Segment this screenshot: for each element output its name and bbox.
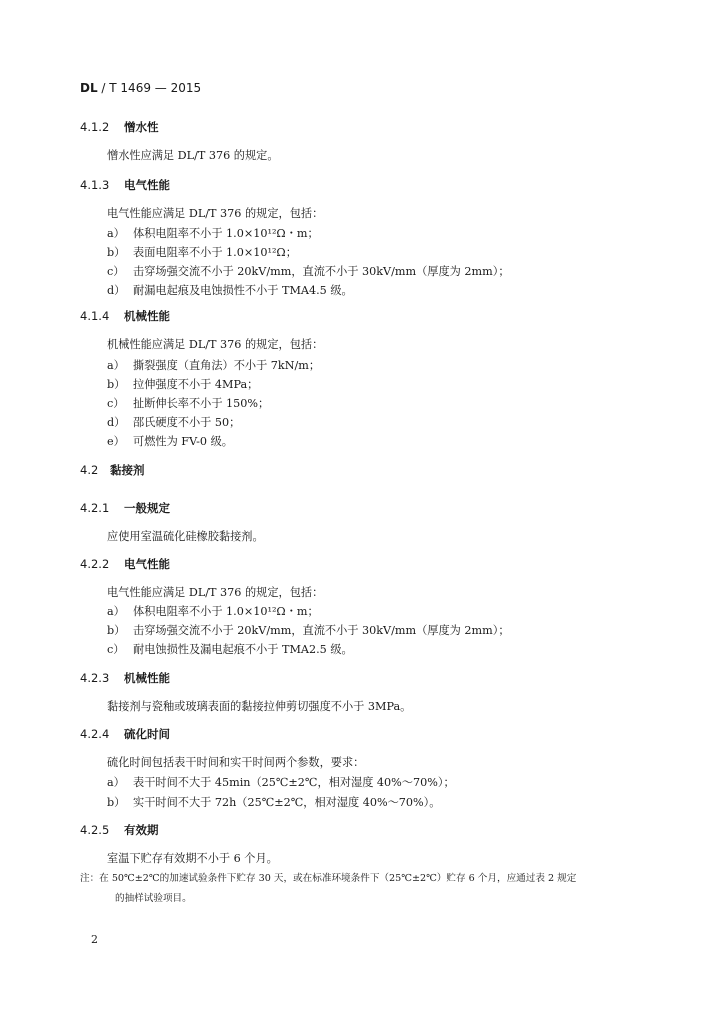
paragraph: 应使用室温硫化硅橡胶黏接剂。	[107, 530, 264, 543]
section-number: 4.2.5	[80, 823, 110, 837]
list-text: 邵氏硬度不小于 50；	[133, 416, 241, 429]
section-title: 有效期	[124, 823, 159, 837]
list-marker: b）	[107, 378, 126, 391]
list-marker: b）	[107, 624, 126, 637]
list-text: 耐漏电起痕及电蚀损性不小于 TMA4.5 级。	[133, 284, 353, 297]
section-number: 4.1.3	[80, 178, 110, 192]
list-item	[107, 357, 320, 373]
list-marker: b）	[107, 796, 126, 809]
list-item	[107, 794, 440, 810]
section-heading-4-2-2	[80, 556, 170, 572]
list-text: 击穿场强交流不小于 20kV/mm，直流不小于 30kV/mm（厚度为 2mm）；	[133, 624, 510, 637]
section-number: 4.2.1	[80, 501, 110, 515]
list-marker: a）	[107, 227, 125, 240]
header-code-rest: / T 1469 — 2015	[97, 81, 202, 95]
section-heading-4-2-4	[80, 726, 170, 742]
header-code-bold: DL	[80, 81, 98, 95]
section-number: 4.1.2	[80, 120, 110, 134]
list-item	[107, 225, 319, 241]
list-text: 拉伸强度不小于 4MPa；	[133, 378, 259, 391]
note-line: 注：在 50℃±2℃的加速试验条件下贮存 30 天，或在标准环境条件下（25℃±2℃）贮存 6 个月，应通过表 2 规定	[80, 873, 577, 884]
section-number: 4.2.4	[80, 727, 110, 741]
list-item	[107, 244, 297, 260]
list-marker: c）	[107, 643, 125, 656]
list-item	[107, 641, 353, 657]
list-item	[107, 263, 510, 279]
section-title: 硫化时间	[124, 727, 170, 741]
list-text: 体积电阻率不小于 1.0×10¹²Ω・m；	[133, 605, 319, 618]
list-marker: b）	[107, 246, 126, 259]
paragraph: 憎水性应满足 DL/T 376 的规定。	[107, 149, 279, 162]
list-marker: d）	[107, 284, 126, 297]
list-text: 表面电阻率不小于 1.0×10¹²Ω；	[133, 246, 297, 259]
section-heading-4-2-5	[80, 822, 159, 838]
paragraph: 机械性能应满足 DL/T 376 的规定，包括：	[107, 338, 324, 351]
section-heading-4-1-2	[80, 119, 159, 135]
section-heading-4-1-3	[80, 177, 170, 193]
section-title: 电气性能	[124, 178, 170, 192]
list-marker: a）	[107, 605, 125, 618]
section-title: 黏接剂	[110, 463, 145, 477]
list-marker: d）	[107, 416, 126, 429]
paragraph: 室温下贮存有效期不小于 6 个月。	[107, 852, 278, 865]
paragraph: 黏接剂与瓷釉或玻璃表面的黏接拉伸剪切强度不小于 3MPa。	[107, 700, 412, 713]
list-marker: c）	[107, 265, 125, 278]
section-number: 4.2	[80, 463, 99, 477]
section-number: 4.2.2	[80, 557, 110, 571]
list-text: 击穿场强交流不小于 20kV/mm，直流不小于 30kV/mm（厚度为 2mm）；	[133, 265, 510, 278]
section-heading-4-1-4	[80, 308, 170, 324]
list-text: 实干时间不大于 72h（25℃±2℃，相对湿度 40%～70%）。	[133, 796, 441, 809]
document-header	[80, 81, 201, 95]
list-text: 可燃性为 FV-0 级。	[133, 435, 233, 448]
list-text: 耐电蚀损性及漏电起痕不小于 TMA2.5 级。	[133, 643, 353, 656]
paragraph: 电气性能应满足 DL/T 376 的规定，包括：	[107, 207, 324, 220]
list-text: 扯断伸长率不小于 150%；	[133, 397, 270, 410]
list-item	[107, 376, 258, 392]
section-number: 4.1.4	[80, 309, 110, 323]
section-title: 电气性能	[124, 557, 170, 571]
list-marker: a）	[107, 359, 125, 372]
section-heading-4-2-3	[80, 670, 170, 686]
paragraph: 硫化时间包括表干时间和实干时间两个参数，要求：	[107, 756, 365, 769]
list-text: 表干时间不大于 45min（25℃±2℃，相对湿度 40%～70%）；	[133, 776, 455, 789]
list-item	[107, 433, 233, 449]
section-title: 机械性能	[124, 671, 170, 685]
section-title: 憎水性	[124, 120, 159, 134]
paragraph: 电气性能应满足 DL/T 376 的规定，包括：	[107, 586, 324, 599]
section-heading-4-2-1	[80, 500, 170, 516]
list-marker: c）	[107, 397, 125, 410]
list-item	[107, 622, 510, 638]
list-item	[107, 603, 319, 619]
list-marker: e）	[107, 435, 125, 448]
list-item	[107, 414, 240, 430]
list-text: 体积电阻率不小于 1.0×10¹²Ω・m；	[133, 227, 319, 240]
section-number: 4.2.3	[80, 671, 110, 685]
list-item	[107, 282, 353, 298]
note-line: 的抽样试验项目。	[115, 893, 192, 904]
list-item	[107, 395, 269, 411]
list-item	[107, 774, 455, 790]
list-text: 撕裂强度（直角法）不小于 7kN/m；	[133, 359, 321, 372]
page-number: 2	[91, 933, 98, 946]
section-heading-4-2	[80, 462, 145, 478]
section-title: 机械性能	[124, 309, 170, 323]
list-marker: a）	[107, 776, 125, 789]
section-title: 一般规定	[124, 501, 170, 515]
